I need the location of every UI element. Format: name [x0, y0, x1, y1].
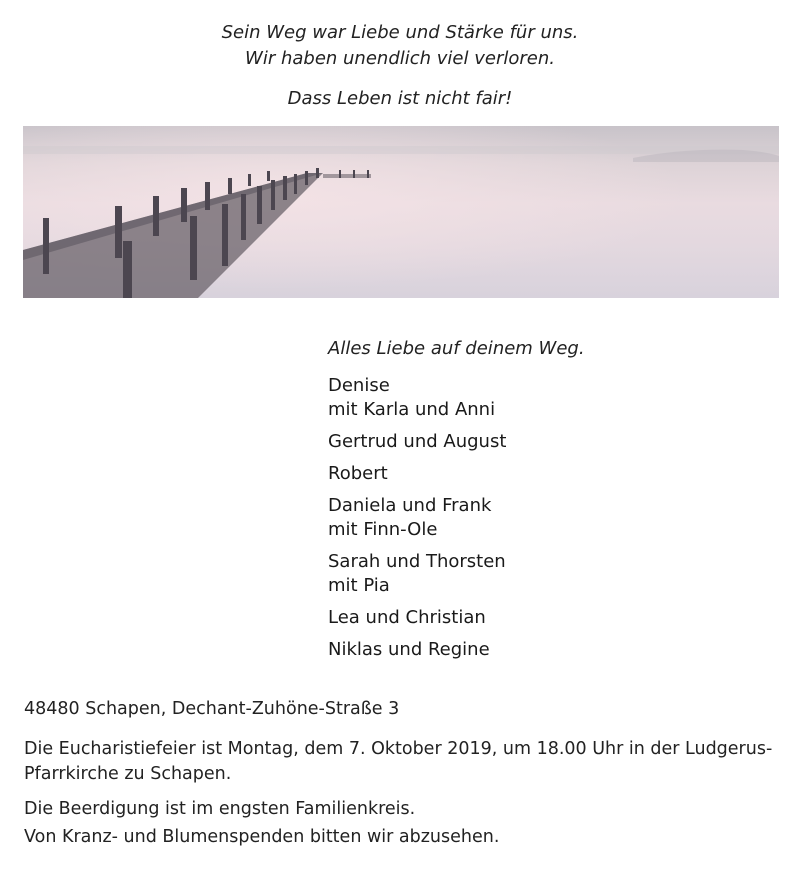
mourner-line: mit Karla und Anni [328, 399, 496, 420]
lake-jetty-photo [23, 126, 779, 298]
mourner-line: mit Finn-Ole [328, 519, 438, 540]
banner [23, 126, 779, 298]
donation-notice: Von Kranz- und Blumenspenden bitten wir abzusehen. [24, 827, 500, 847]
mourner-group [328, 494, 506, 542]
mourner-line: Gertrud und August [328, 431, 507, 452]
mourner-line: Denise [328, 375, 390, 396]
motto-line-3: Dass Leben ist nicht fair! [287, 88, 513, 109]
mourner-line: mit Pia [328, 575, 390, 596]
motto-line-2: Wir haben unendlich viel verloren. [245, 48, 555, 69]
mourner-line: Daniela und Frank [328, 495, 492, 516]
mourner-line: Lea und Christian [328, 607, 486, 628]
burial-notice: Die Beerdigung ist im engsten Familienkreis. [24, 799, 416, 819]
mourner-line: Niklas und Regine [328, 639, 490, 660]
service-notice: Die Eucharistiefeier ist Montag, dem 7. Oktober 2019, um 18.00 Uhr in der Ludgerus-Pfarrkirche zu Schapen. [24, 739, 773, 784]
address: 48480 Schapen, Dechant-Zuhöne-Straße 3 [24, 699, 400, 719]
mourner-line: Sarah und Thorsten [328, 551, 506, 572]
mourner-group [328, 606, 506, 630]
mourner-group [328, 462, 506, 486]
motto-line-1: Sein Weg war Liebe und Stärke für uns. [221, 22, 579, 43]
mourner-group [328, 374, 506, 422]
mourner-group [328, 550, 506, 598]
mourner-group [328, 430, 506, 454]
mourner-group [328, 638, 506, 662]
signoff: Alles Liebe auf deinem Weg. [328, 338, 585, 359]
mourner-list [328, 374, 506, 670]
mourner-line: Robert [328, 463, 388, 484]
